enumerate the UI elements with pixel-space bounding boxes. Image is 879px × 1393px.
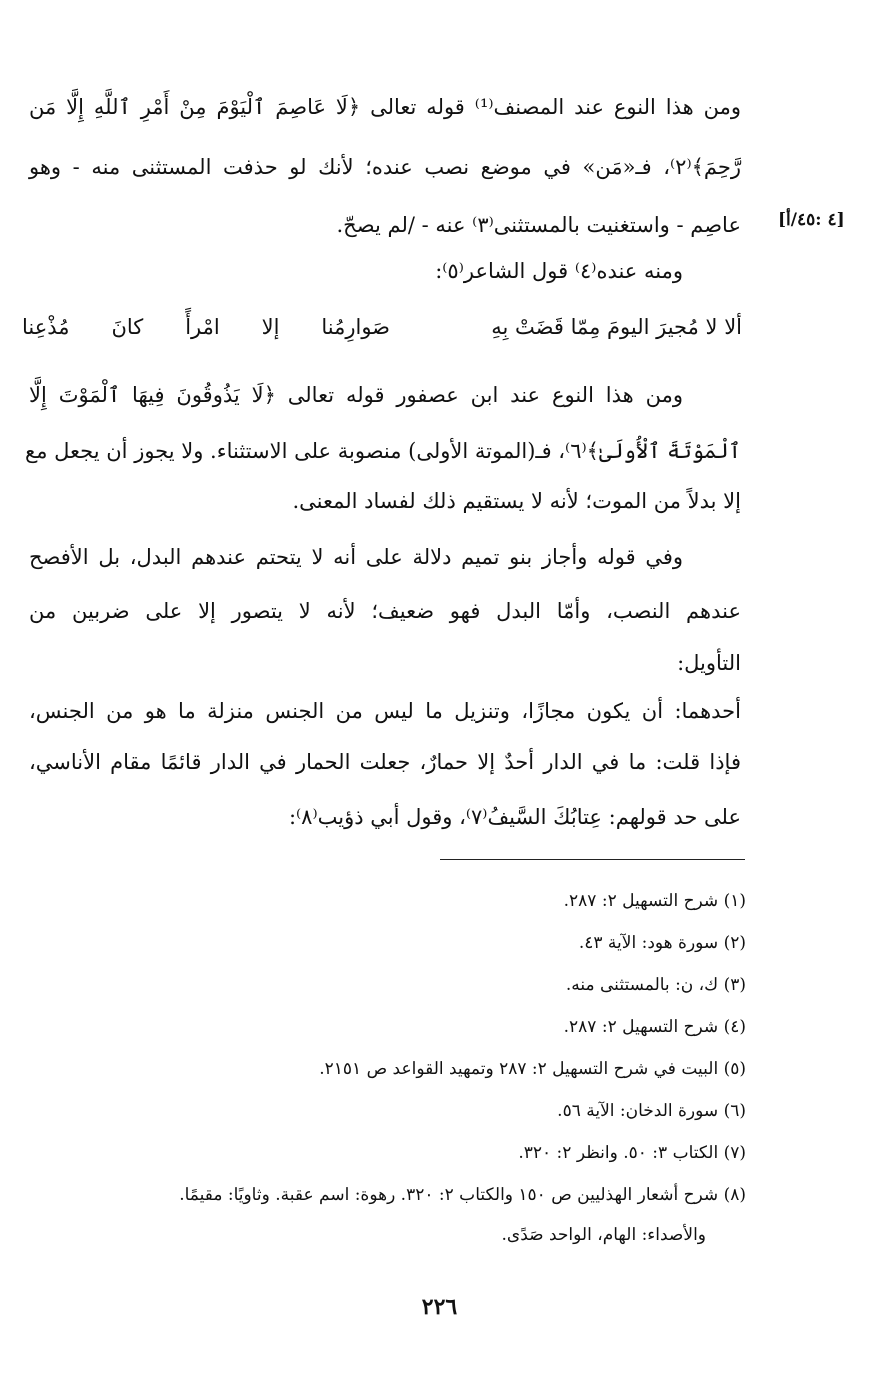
footnote-8-continuation: والأصداء: الهام، الواحد صَدًى. [501, 1225, 706, 1245]
body-line-8: وفي قوله وأجاز بنو تميم دلالة على أنه لا يتحتم عندهم البدل، بل الأفصح [29, 545, 683, 569]
footnote-1: (١) شرح التسهيل ٢: ٢٨٧. [563, 891, 746, 911]
footnote-5: (٥) البيت في شرح التسهيل ٢: ٢٨٧ وتمهيد القواعد ص ٢١٥١. [319, 1059, 746, 1079]
body-line-9: عندهم النصب، وأمّا البدل فهو ضعيف؛ لأنه لا يتصور إلا على ضربين من [29, 599, 741, 623]
body-line-5: ومن هذا النوع عند ابن عصفور قوله تعالى ﴿لَا يَذُوقُونَ فِيهَا ٱلْمَوْتَ إِلَّا [29, 383, 683, 407]
footnote-7: (٧) الكتاب ٣: ٥٠. وانظر ٢: ٣٢٠. [518, 1143, 746, 1163]
body-line-7: إلا بدلاً من الموت؛ لأنه لا يستقيم ذلك لفساد المعنى. [292, 489, 741, 513]
body-line-6: ٱلْمَوْتَةَ ٱلْأُولَىٰ﴾⁽٦⁾، فـ(الموتة الأولى) منصوبة على الاستثناء. ولا يجوز أن يجعل مع [25, 439, 741, 463]
body-line-13: على حد قولهم: عِتابُكَ السَّيفُ⁽٧⁾، وقول أبي ذؤيب⁽٨⁾: [288, 805, 741, 829]
body-line-11: أحدهما: أن يكون مجازًا، وتنزيل ما ليس من الجنس منزلة ما هو من الجنس، [29, 699, 741, 723]
footnote-8: (٨) شرح أشعار الهذليين ص ١٥٠ والكتاب ٢: ٣٢٠. رهوة: اسم عقبة. وثاويًا: مقيمًا. [179, 1185, 746, 1205]
verse-hemistich-1: ألا لا مُجيرَ اليومَ مِمّا قَضَتْ بِهِ [491, 315, 742, 339]
verse-hemistich-2: صَوارِمُنا إلا امْرأً كانَ مُذْعِنا [22, 315, 390, 339]
footnote-6: (٦) سورة الدخان: الآية ٥٦. [557, 1101, 746, 1121]
footnote-2: (٢) سورة هود: الآية ٤٣. [578, 933, 746, 953]
body-line-10: التأويل: [677, 651, 741, 675]
body-line-4: ومنه عنده⁽٤⁾ قول الشاعر⁽٥⁾: [435, 259, 683, 283]
footnote-3: (٣) ك، ن: بالمستثنى منه. [565, 975, 746, 995]
body-line-3: عاصِم - واستغنيت بالمستثنى⁽٣⁾ عنه - /لم يصحّ. [336, 213, 741, 237]
footnote-separator [440, 859, 745, 860]
body-line-2: رَّحِمَ﴾⁽٢⁾، فـ«مَن» في موضع نصب عنده؛ لأنك لو حذفت المستثنى منه - وهو [29, 155, 741, 179]
body-line-12: فإذا قلت: ما في الدار أحدٌ إلا حمارٌ، جعلت الحمار في الدار قائمًا مقام الأناسي، [29, 750, 741, 774]
page-number: ٢٢٦ [421, 1294, 458, 1320]
footnote-4: (٤) شرح التسهيل ٢: ٢٨٧. [563, 1017, 746, 1037]
manuscript-folio-reference: [٤ :٤٥/أ] [778, 210, 845, 230]
body-line-1: ومن هذا النوع عند المصنف⁽¹⁾ قوله تعالى ﴿لَا عَاصِمَ ٱلْيَوْمَ مِنْ أَمْرِ ٱللَّهِ إِلَّا مَن [29, 95, 741, 119]
